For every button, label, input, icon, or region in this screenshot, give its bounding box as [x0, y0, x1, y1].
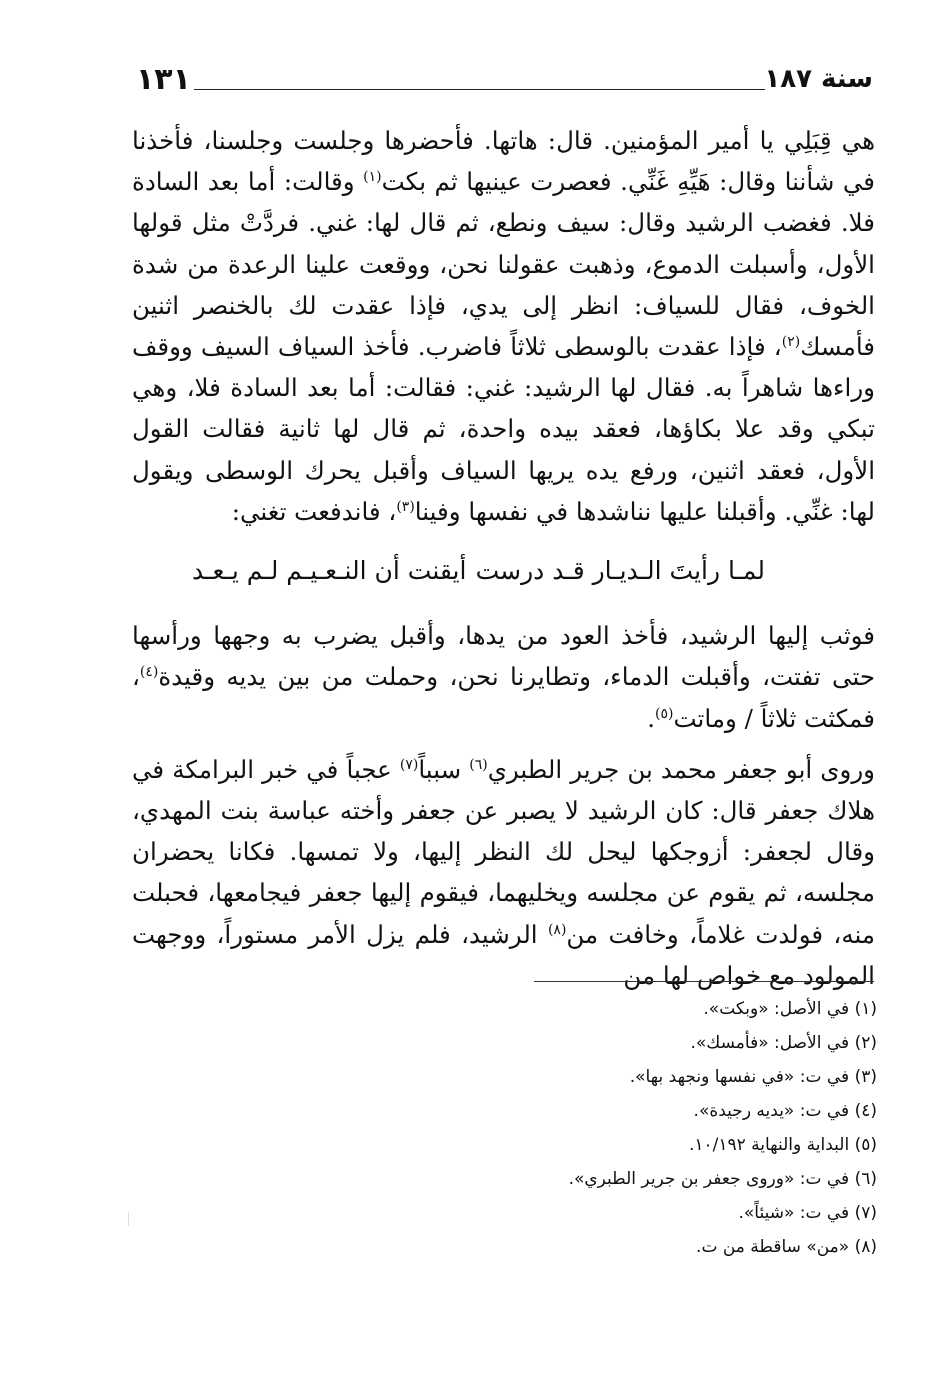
footnote-3: (٣) في ت: «في نفسها ونجهد بها». [629, 1067, 877, 1087]
verse-first-hemistich: لمـا رأيتَ الـديـار قـد درست [475, 556, 765, 586]
footnote-8: (٨) «من» ساقطة من ت. [696, 1237, 877, 1257]
footnote-2: (٢) في الأصل: «فأمسك». [690, 1033, 877, 1053]
text-segment: فوثب إليها الرشيد، فأخذ العود من يدها، وأقبل يضرب به وجهها ورأسها حتى تفتت، وأقبلت الدماء، وتطايرنا نحن، وحملت من بين يديه وقيدة [132, 621, 875, 692]
text-segment: سبباً [418, 754, 470, 784]
text-segment: ، فمكثت ثلاثاً / وماتت [132, 662, 875, 733]
text-segment: وقالت: أما بعد السادة فلا. فغضب الرشيد وقال: سيف ونطع، ثم قال لها: غني. فردَّتْ مثل قولها الأول، وأسبلت الدموع، وذهبت عقولنا نحن، ووقعت علينا الرعدة من شدة الخوف، فقال للسياف: انظر إلى يدي، فإذا عقدت لك بالخنصر اثنين فأمسك [132, 167, 875, 362]
verse-second-hemistich: أيقنت أن النـعـيـم لـم يـعـد [192, 556, 467, 586]
footnote-4: (٤) في ت: «يديه رجيدة». [693, 1101, 877, 1121]
footnote-6: (٦) في ت: «وروى جعفر بن جرير الطبري». [568, 1169, 877, 1189]
footnote-ref-1: (١) [363, 169, 382, 186]
footnote-ref-5: (٥) [655, 705, 674, 722]
footnote-ref-3: (٣) [396, 498, 415, 515]
footnote-1: (١) في الأصل: «وبكت». [703, 999, 877, 1019]
text-segment: الرشيد، فلم يزل الأمر مستوراً، ووجهت المولود مع خواص لها من [132, 919, 875, 990]
text-segment: هي قِبَلِي يا أمير المؤمنين. قال: هاتها. فأحضرها وجلست وجلسنا، فأخذنا في شأننا وقال: هَيِّهِ غَنِّي. فعصرت عينيها ثم بكت [132, 126, 876, 197]
text-segment: ، فاندفعت تغني: [231, 496, 397, 526]
poem-verse [132, 550, 875, 591]
page-number: ١٣١ [136, 62, 191, 97]
paragraph-tabari [132, 749, 875, 996]
main-text [132, 120, 875, 996]
footnotes [300, 992, 877, 1264]
text-segment: . [647, 703, 656, 733]
year-label: سنة ١٨٧ [764, 64, 873, 94]
scan-mark [128, 1212, 129, 1226]
footnote-ref-6: (٦) [469, 756, 488, 773]
footnote-separator [534, 981, 874, 982]
footnote-5: (٥) البداية والنهاية ١٠/١٩٢. [688, 1135, 877, 1155]
footnote-ref-4: (٤) [139, 664, 159, 681]
text-segment: ، فإذا عقدت بالوسطى ثلاثاً فاضرب. فأخذ السياف السيف ووقف وراءها شاهراً به. فقال لها الرشيد: غني: فقالت: أما بعد السادة فلا، وهي تبكي وقد علا بكاؤها، فعقد بيده واحدة، ثم قال لها ثانية فقالت القول الأول، فعقد اثنين، ورفع يده يريها السياف وأقبل يحرك الوسطى ويقول لها: غنِّي. وأقبلنا عليها نناشدها في نفسها وفينا [132, 332, 875, 526]
header-rule [194, 89, 765, 90]
paragraph-story [132, 120, 875, 532]
footnote-ref-8: (٨) [547, 921, 567, 938]
footnote-7: (٧) في ت: «شيئاً». [738, 1203, 877, 1223]
footnote-ref-7: (٧) [399, 756, 419, 773]
text-segment: عجباً في خبر البرامكة في هلاك جعفر قال: كان الرشيد لا يصبر عن جعفر وأخته عباسة بنت المهدي، وقال لجعفر: أزوجكها ليحل لك النظر إليها، ولا تمسها. فكانا يحضران مجلسه، ثم يقوم عن مجلسه ويخليهما، فيقوم إليها جعفر فيجامعها، فحبلت منه، فولدت غلاماً، وخافت من [132, 754, 875, 949]
running-head [136, 62, 873, 102]
footnote-ref-2: (٢) [781, 333, 801, 350]
text-segment: وروى أبو جعفر محمد بن جرير الطبري [487, 754, 875, 784]
paragraph-death [132, 615, 875, 739]
